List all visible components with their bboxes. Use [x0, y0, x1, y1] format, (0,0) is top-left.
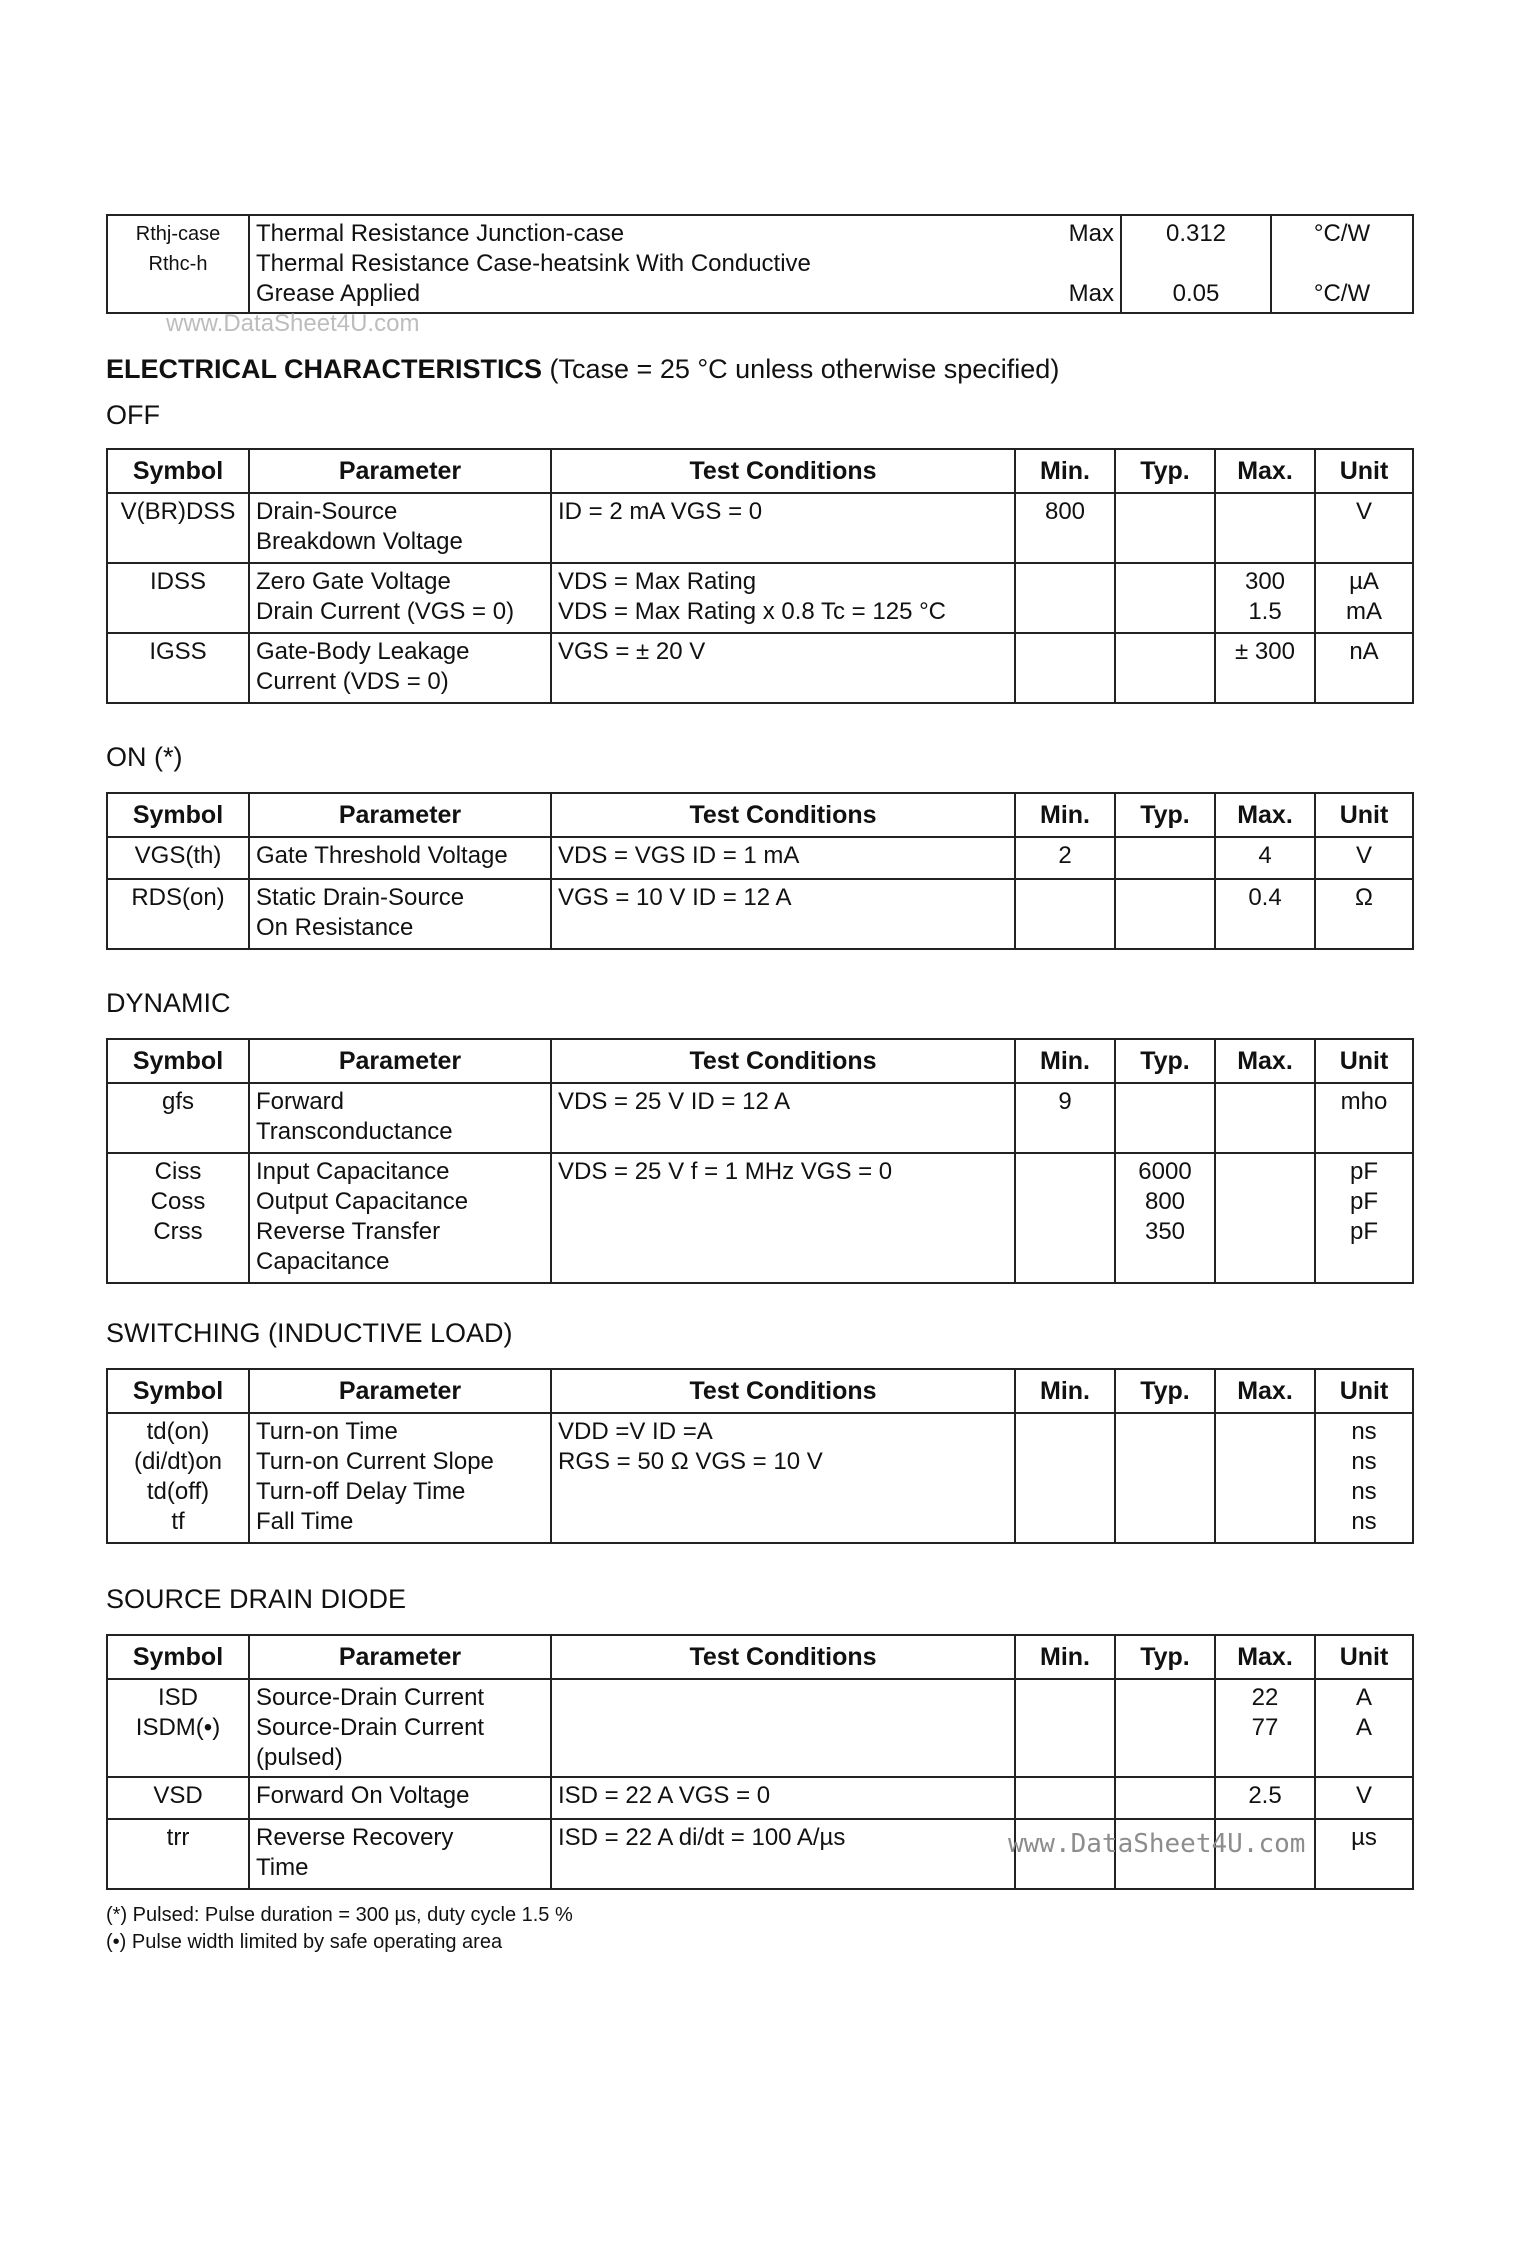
- cell-symbol: RDS(on): [107, 879, 249, 949]
- cell-parameter: Turn-on Time Turn-on Current Slope Turn-off Delay Time Fall Time: [249, 1413, 551, 1543]
- column-header-parameter: Parameter: [249, 449, 551, 493]
- cell-test: VDD =V ID =A RGS = 50 Ω VGS = 10 V: [551, 1413, 1015, 1543]
- cell-typ: [1115, 493, 1215, 563]
- column-header-max: Max.: [1215, 1039, 1315, 1083]
- table-row: [107, 1083, 1413, 1153]
- thermal-unit-cell: [1271, 215, 1413, 313]
- column-header-symbol: Symbol: [107, 1039, 249, 1083]
- thermal-value-cell: [1121, 215, 1271, 313]
- cell-min: [1015, 1777, 1115, 1819]
- cell-symbol: trr: [107, 1819, 249, 1889]
- table-row: [107, 1679, 1413, 1777]
- cell-test: VGS = 10 V ID = 12 A: [551, 879, 1015, 949]
- cell-max: 22 77: [1215, 1679, 1315, 1777]
- cell-typ: [1115, 563, 1215, 633]
- cell-unit: mho: [1315, 1083, 1413, 1153]
- cell-test: [551, 1679, 1015, 1777]
- section-heading: SOURCE DRAIN DIODE: [106, 1584, 407, 1614]
- column-header-test: Test Conditions: [551, 1369, 1015, 1413]
- column-header-max: Max.: [1215, 793, 1315, 837]
- cell-symbol: td(on) (di/dt)on td(off) tf: [107, 1413, 249, 1543]
- cell-unit: µs: [1315, 1819, 1413, 1889]
- table-row: [107, 879, 1413, 949]
- cell-max: 4: [1215, 837, 1315, 879]
- cell-unit: V: [1315, 1777, 1413, 1819]
- cell-typ: [1115, 837, 1215, 879]
- thermal-qualifier: Max: [1068, 280, 1114, 307]
- thermal-value: 0.05: [1172, 280, 1220, 307]
- cell-min: 800: [1015, 493, 1115, 563]
- cell-test: VGS = ± 20 V: [551, 633, 1015, 703]
- thermal-value: 0.312: [1165, 220, 1227, 247]
- cell-test: VDS = Max Rating VDS = Max Rating x 0.8 Tc = 125 °C: [551, 563, 1015, 633]
- spec-table: [106, 1368, 1414, 1544]
- cell-max: 300 1.5: [1215, 563, 1315, 633]
- cell-typ: [1115, 879, 1215, 949]
- cell-max: [1215, 1153, 1315, 1283]
- column-header-min: Min.: [1015, 1635, 1115, 1679]
- cell-parameter: Source-Drain Current Source-Drain Current (pulsed): [249, 1679, 551, 1777]
- column-header-test: Test Conditions: [551, 1635, 1015, 1679]
- header-row: [107, 1039, 1413, 1083]
- cell-min: [1015, 1153, 1115, 1283]
- cell-parameter: Zero Gate Voltage Drain Current (VGS = 0): [249, 563, 551, 633]
- thermal-symbol: Rthj-case: [135, 223, 221, 245]
- section-heading: DYNAMIC: [106, 988, 231, 1018]
- cell-min: [1015, 879, 1115, 949]
- thermal-symbol-cell: [107, 215, 249, 313]
- cell-unit: µA mA: [1315, 563, 1413, 633]
- header-row: [107, 1369, 1413, 1413]
- spec-table: [106, 1038, 1414, 1284]
- thermal-parameter: Thermal Resistance Case-heatsink With Conductive Grease Applied: [256, 250, 811, 307]
- column-header-typ: Typ.: [1115, 1369, 1215, 1413]
- table-row: [107, 837, 1413, 879]
- section-heading: SWITCHING (INDUCTIVE LOAD): [106, 1318, 513, 1348]
- cell-symbol: gfs: [107, 1083, 249, 1153]
- cell-typ: [1115, 1413, 1215, 1543]
- cell-max: [1215, 1413, 1315, 1543]
- cell-parameter: Drain-Source Breakdown Voltage: [249, 493, 551, 563]
- cell-symbol: V(BR)DSS: [107, 493, 249, 563]
- column-header-unit: Unit: [1315, 1635, 1413, 1679]
- column-header-unit: Unit: [1315, 793, 1413, 837]
- column-header-min: Min.: [1015, 793, 1115, 837]
- cell-symbol: VGS(th): [107, 837, 249, 879]
- cell-parameter: Reverse Recovery Time: [249, 1819, 551, 1889]
- column-header-symbol: Symbol: [107, 1635, 249, 1679]
- cell-symbol: IDSS: [107, 563, 249, 633]
- cell-unit: V: [1315, 493, 1413, 563]
- cell-max: [1215, 1083, 1315, 1153]
- watermark: www.DataSheet4U.com: [166, 310, 420, 337]
- spec-table: [106, 448, 1414, 704]
- section-heading: OFF: [106, 400, 160, 430]
- thermal-parameter-cell: [249, 215, 1121, 313]
- cell-min: [1015, 1679, 1115, 1777]
- cell-unit: V: [1315, 837, 1413, 879]
- cell-typ: [1115, 1083, 1215, 1153]
- cell-min: 9: [1015, 1083, 1115, 1153]
- cell-typ: [1115, 633, 1215, 703]
- thermal-unit: °C/W: [1313, 280, 1371, 307]
- cell-symbol: ISD ISDM(•): [107, 1679, 249, 1777]
- cell-typ: [1115, 1777, 1215, 1819]
- footnote: (*) Pulsed: Pulse duration = 300 µs, duty cycle 1.5 %: [106, 1904, 573, 1926]
- column-header-parameter: Parameter: [249, 793, 551, 837]
- cell-test: ID = 2 mA VGS = 0: [551, 493, 1015, 563]
- spec-table: [106, 792, 1414, 950]
- thermal-qualifier: Max: [1068, 220, 1114, 247]
- title-conditions: (Tcase = 25 °C unless otherwise specified): [549, 354, 1060, 384]
- column-header-typ: Typ.: [1115, 1635, 1215, 1679]
- cell-unit: pF pF pF: [1315, 1153, 1413, 1283]
- cell-parameter: Static Drain-Source On Resistance: [249, 879, 551, 949]
- column-header-typ: Typ.: [1115, 793, 1215, 837]
- column-header-parameter: Parameter: [249, 1635, 551, 1679]
- cell-unit: Ω: [1315, 879, 1413, 949]
- cell-test: VDS = 25 V f = 1 MHz VGS = 0: [551, 1153, 1015, 1283]
- cell-unit: nA: [1315, 633, 1413, 703]
- watermark: www.DataSheet4U.com: [1008, 1829, 1306, 1859]
- column-header-typ: Typ.: [1115, 449, 1215, 493]
- cell-min: 2: [1015, 837, 1115, 879]
- cell-max: 2.5: [1215, 1777, 1315, 1819]
- header-row: [107, 793, 1413, 837]
- column-header-min: Min.: [1015, 1039, 1115, 1083]
- page-title: [106, 354, 1059, 385]
- column-header-max: Max.: [1215, 449, 1315, 493]
- cell-symbol: IGSS: [107, 633, 249, 703]
- cell-parameter: Gate Threshold Voltage: [249, 837, 551, 879]
- thermal-parameter: Thermal Resistance Junction-case: [256, 220, 625, 247]
- thermal-symbol: Rthc-h: [148, 253, 208, 275]
- table-row: [107, 1777, 1413, 1819]
- cell-parameter: Forward Transconductance: [249, 1083, 551, 1153]
- cell-min: [1015, 563, 1115, 633]
- column-header-symbol: Symbol: [107, 449, 249, 493]
- column-header-test: Test Conditions: [551, 793, 1015, 837]
- cell-test: ISD = 22 A VGS = 0: [551, 1777, 1015, 1819]
- cell-symbol: VSD: [107, 1777, 249, 1819]
- column-header-test: Test Conditions: [551, 449, 1015, 493]
- column-header-typ: Typ.: [1115, 1039, 1215, 1083]
- cell-max: [1215, 493, 1315, 563]
- table-row: [107, 493, 1413, 563]
- footnote: (•) Pulse width limited by safe operating area: [106, 1931, 503, 1953]
- thermal-row: [107, 215, 1413, 313]
- cell-parameter: Forward On Voltage: [249, 1777, 551, 1819]
- cell-min: [1015, 1413, 1115, 1543]
- column-header-parameter: Parameter: [249, 1039, 551, 1083]
- thermal-table: [106, 214, 1414, 314]
- table-row: [107, 563, 1413, 633]
- cell-parameter: Input Capacitance Output Capacitance Reverse Transfer Capacitance: [249, 1153, 551, 1283]
- column-header-symbol: Symbol: [107, 1369, 249, 1413]
- thermal-unit: °C/W: [1313, 220, 1371, 247]
- header-row: [107, 449, 1413, 493]
- table-row: [107, 1413, 1413, 1543]
- column-header-max: Max.: [1215, 1635, 1315, 1679]
- section-heading: ON (*): [106, 742, 183, 772]
- column-header-symbol: Symbol: [107, 793, 249, 837]
- cell-test: VDS = 25 V ID = 12 A: [551, 1083, 1015, 1153]
- column-header-test: Test Conditions: [551, 1039, 1015, 1083]
- cell-test: ISD = 22 A di/dt = 100 A/µs: [551, 1819, 1015, 1889]
- cell-typ: [1115, 1679, 1215, 1777]
- header-row: [107, 1635, 1413, 1679]
- cell-unit: A A: [1315, 1679, 1413, 1777]
- column-header-min: Min.: [1015, 449, 1115, 493]
- cell-min: [1015, 633, 1115, 703]
- column-header-parameter: Parameter: [249, 1369, 551, 1413]
- table-row: [107, 633, 1413, 703]
- cell-symbol: Ciss Coss Crss: [107, 1153, 249, 1283]
- cell-unit: ns ns ns ns: [1315, 1413, 1413, 1543]
- cell-max: ± 300: [1215, 633, 1315, 703]
- title-bold: ELECTRICAL CHARACTERISTICS: [106, 354, 543, 384]
- cell-max: 0.4: [1215, 879, 1315, 949]
- column-header-unit: Unit: [1315, 1369, 1413, 1413]
- cell-typ: 6000 800 350: [1115, 1153, 1215, 1283]
- table-row: [107, 1153, 1413, 1283]
- column-header-min: Min.: [1015, 1369, 1115, 1413]
- column-header-unit: Unit: [1315, 1039, 1413, 1083]
- column-header-max: Max.: [1215, 1369, 1315, 1413]
- cell-test: VDS = VGS ID = 1 mA: [551, 837, 1015, 879]
- cell-parameter: Gate-Body Leakage Current (VDS = 0): [249, 633, 551, 703]
- column-header-unit: Unit: [1315, 449, 1413, 493]
